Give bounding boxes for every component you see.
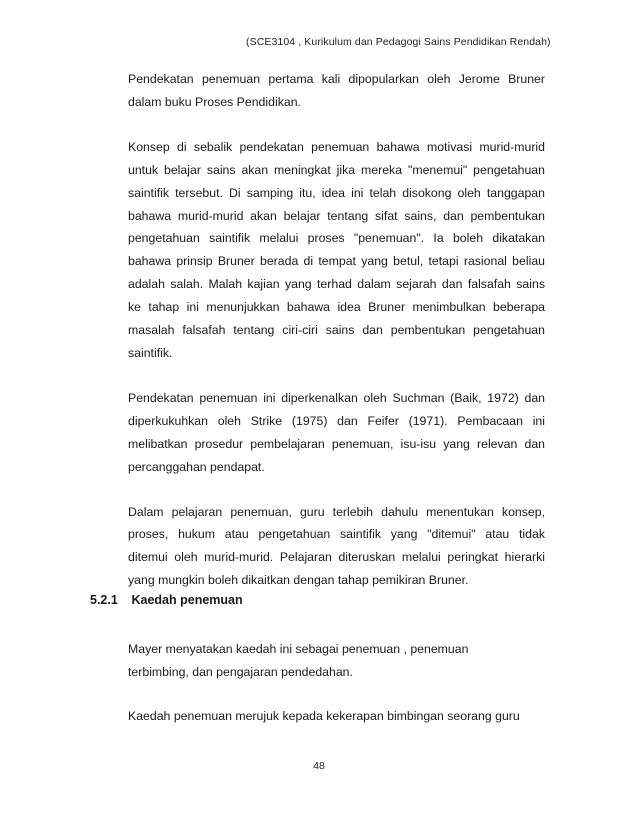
text-line: untuk belajar sains akan meningkat jika mereka "menemui" pengetahuan xyxy=(128,162,545,177)
body-content xyxy=(128,68,545,592)
text-line: saintifik. xyxy=(128,345,173,360)
text-line: proses, hukum atau pengetahuan saintifik yang "ditemui" atau tidak xyxy=(128,527,545,542)
text-line: adalah salah. Malah kajian yang terhad dalam sejarah dan falsafah sains xyxy=(128,277,545,292)
text-line: percanggahan pendapat. xyxy=(128,459,265,474)
paragraph-3 xyxy=(128,387,545,479)
text-line: dalam buku Proses Pendidikan. xyxy=(128,94,301,109)
text-line: Mayer menyatakan kaedah ini sebagai penemuan , penemuan xyxy=(128,642,469,656)
section-heading xyxy=(90,593,243,607)
text-line: bahawa prinsip Bruner berada di tempat yang betul, tetapi rasional beliau xyxy=(128,254,545,269)
text-line: terbimbing, dan pengajaran pendedahan. xyxy=(128,664,353,679)
paragraph-1 xyxy=(128,68,545,114)
text-line: Konsep di sebalik pendekatan penemuan bahawa motivasi murid-murid xyxy=(128,139,545,154)
text-line: Pendekatan penemuan pertama kali dipopularkan oleh Jerome Bruner xyxy=(128,72,545,86)
text-line: Dalam pelajaran penemuan, guru terlebih dahulu menentukan konsep, xyxy=(128,504,545,519)
text-line: ke tahap ini menunjukkan bahawa idea Bruner menimbulkan beberapa xyxy=(128,300,545,315)
section-title: Kaedah penemuan xyxy=(131,593,243,607)
text-line: Kaedah penemuan merujuk kepada kekerapan bimbingan seorang guru xyxy=(128,708,520,723)
section-content xyxy=(128,638,545,728)
text-line: yang mungkin boleh dikaitkan dengan tahap pemikiran Bruner. xyxy=(128,573,469,588)
text-line: melibatkan prosedur pembelajaran penemuan, isu-isu yang relevan dan xyxy=(128,436,545,451)
paragraph-4 xyxy=(128,501,545,593)
text-line: masalah falsafah tentang ciri-ciri sains dan pembentukan pengetahuan xyxy=(128,323,545,338)
text-line: diperkukuhkan oleh Strike (1975) dan Feifer (1971). Pembacaan ini xyxy=(128,413,545,428)
text-line: pengetahuan saintifik melalui proses "penemuan". Ia boleh dikatakan xyxy=(128,231,545,246)
text-line: ditemui oleh murid-murid. Pelajaran diteruskan melalui peringkat hierarki xyxy=(128,550,545,565)
text-line: bahawa murid-murid akan belajar tentang sifat sains, dan pembentukan xyxy=(128,208,545,223)
text-line: saintifik tersebut. Di samping itu, idea ini telah disokong oleh tanggapan xyxy=(128,185,545,200)
paragraph-2 xyxy=(128,136,545,365)
text-line: Pendekatan penemuan ini diperkenalkan oleh Suchman (Baik, 1972) dan xyxy=(128,390,545,405)
paragraph-6 xyxy=(128,705,545,728)
section-number: 5.2.1 xyxy=(90,593,118,607)
page-header: (SCE3104 , Kurikulum dan Pedagogi Sains Pendidikan Rendah) xyxy=(246,36,551,48)
paragraph-5 xyxy=(128,638,545,684)
page-number: 48 xyxy=(313,760,325,772)
